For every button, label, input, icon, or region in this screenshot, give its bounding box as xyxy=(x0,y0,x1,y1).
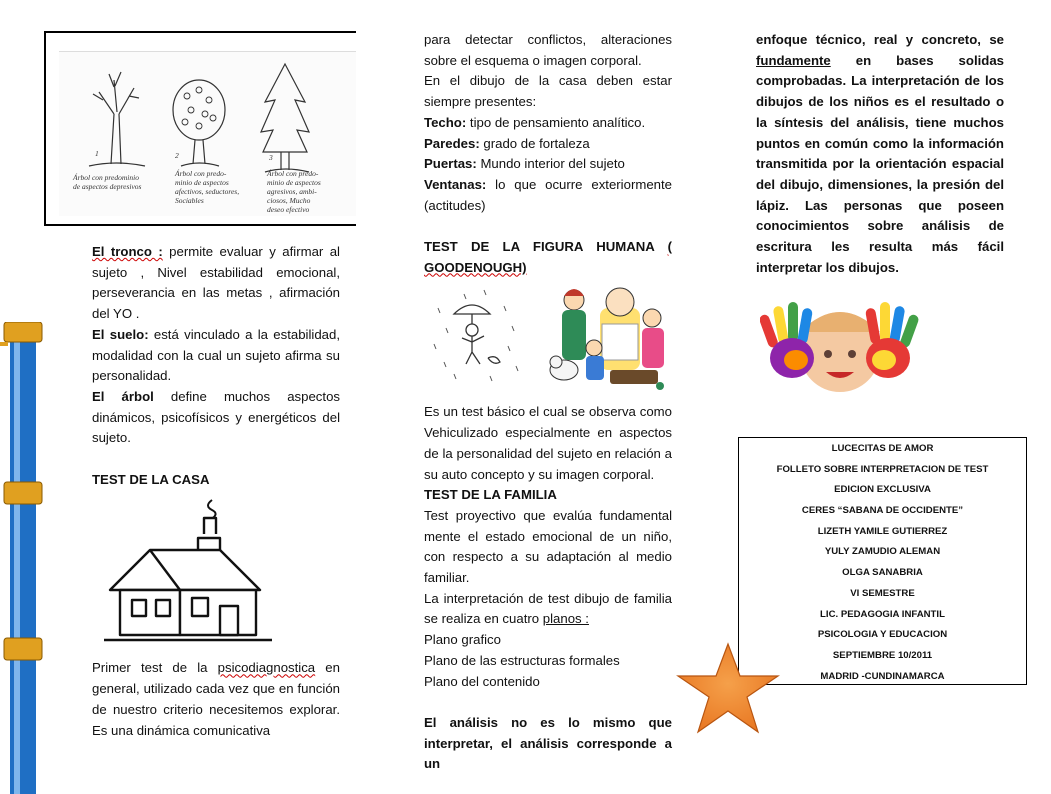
credit-line: PSICOLOGIA Y EDUCACION xyxy=(817,629,948,641)
familia-paragraph: Test proyectivo que evalúa fundamental mente el estado emocional de un niño, con respecto a su adaptación al medio familiar. xyxy=(424,507,672,586)
intro-paragraph: para detectar conflictos, alteraciones sobre el esquema o imagen corporal. xyxy=(424,32,672,68)
tree-caption-line: minio de aspectos xyxy=(175,178,229,187)
puertas-item xyxy=(424,154,672,175)
pipe-decoration xyxy=(0,322,46,794)
figures-drawing xyxy=(424,278,672,398)
tree-caption-line: minio de aspectos xyxy=(267,178,321,187)
credit-line: SEPTIEMBRE 10/2011 xyxy=(832,649,933,661)
credit-line: YULY ZAMUDIO ALEMAN xyxy=(824,546,941,558)
tree-sketches xyxy=(59,52,356,220)
credit-line: EDICION EXCLUSIVA xyxy=(834,484,931,496)
credit-line: VI SEMESTRE xyxy=(850,587,915,599)
credit-line: CERES “SABANA DE OCCIDENTE” xyxy=(801,505,964,517)
credit-line: FOLLETO SOBRE INTERPRETACION DE TEST xyxy=(776,463,989,475)
child-painted-hands-photo xyxy=(760,292,920,398)
paredes-item xyxy=(424,134,672,155)
tree-caption-line: afectivos, seductores, xyxy=(175,187,240,196)
figura-heading-b: ( GOODENOUGH) xyxy=(424,239,672,275)
arbol-paragraph xyxy=(92,387,340,449)
interp-text: La interpretación de test dibujo de familia se realiza en cuatro xyxy=(424,590,672,627)
tree-drawings-image xyxy=(44,31,356,226)
interpretation-paragraph xyxy=(756,30,1004,278)
arbol-label: El árbol xyxy=(92,388,154,404)
psicodiagnostica-link: psicodiagnostica xyxy=(217,660,316,676)
tree-caption-line: Árbol con predo- xyxy=(175,169,227,178)
interpretation-start: enfoque técnico, real y concreto, se xyxy=(756,32,1004,47)
figure-family-images xyxy=(424,278,672,402)
plano-item: Plano grafico xyxy=(424,632,501,648)
item-text: grado de fortaleza xyxy=(479,135,590,151)
suelo-label: El suelo: xyxy=(92,326,149,342)
credit-line: LIZETH YAMILE GUTIERREZ xyxy=(817,525,948,537)
tree-number: 1 xyxy=(95,149,99,158)
column-3 xyxy=(756,30,1004,278)
casa-text-end: en general, utilizado cada vez que en función de nuestro criterio necesitemos explorar. Es una dinámica comunicativa xyxy=(92,660,340,738)
item-text: tipo de pensamiento analítico. xyxy=(466,114,646,130)
tronco-text: permite evaluar y afirmar al sujeto , Nivel estabilidad emocional, perseverancia en las metas , afirmación del YO . xyxy=(92,244,340,322)
tree-caption-line: Árbol con predo- xyxy=(267,169,319,178)
credit-line: OLGA SANABRIA xyxy=(842,567,923,579)
casa-heading: TEST DE LA CASA xyxy=(92,471,210,487)
figura-heading-a: TEST DE LA FIGURA HUMANA xyxy=(424,239,668,255)
familia-heading: TEST DE LA FAMILIA xyxy=(424,487,557,503)
tree-caption-line: de aspectos depresivos xyxy=(73,182,142,191)
item-label: Techo: xyxy=(424,114,467,130)
credit-line: LUCECITAS DE AMOR xyxy=(831,443,934,454)
figura-heading xyxy=(424,237,672,278)
item-label: Puertas: xyxy=(424,156,477,172)
casa-text-start: Primer test de la xyxy=(92,660,218,676)
tree-caption-line: agresivos, ambi- xyxy=(267,187,317,196)
figura-paragraph: Es un test básico el cual se observa como Vehiculizado especialmente en aspectos de la personalidad del sujeto en relación a su auto concepto y su imagen corporal. xyxy=(424,404,672,482)
tree-caption-line: Árbol con predominio xyxy=(73,173,139,182)
suelo-text: está vinculado a la estabilidad, modalidad con la cual un sujeto afirma su personalidad. xyxy=(92,326,340,384)
plano-item: Plano de las estructuras formales xyxy=(424,652,620,668)
planos-link: planos : xyxy=(542,611,589,627)
fundamente-link: fundamente xyxy=(756,52,831,68)
star-icon xyxy=(676,642,780,734)
plano-item: Plano del contenido xyxy=(424,673,540,689)
tronco-label: El tronco : xyxy=(92,244,163,259)
interp-paragraph xyxy=(424,589,672,630)
analisis-paragraph: El análisis no es lo mismo que interpretar, el análisis corresponde a un xyxy=(424,714,672,772)
techo-item xyxy=(424,113,672,134)
interpretation-end: en bases solidas comprobadas. La interpretación de los dibujos de los niños es el resultado o la síntesis del análisis, tiene muchos puntos en común como la información transmitida por la orientación espacial del dibujo, dimensiones, la presión del lápiz. Las personas que poseen conocimientos sobre análisis de escritura les resulta más fácil interpretar los dibujos. xyxy=(756,52,1004,275)
credit-line: MADRID -CUNDINAMARCA xyxy=(820,670,945,682)
tronco-paragraph xyxy=(92,242,340,325)
casa-paragraph xyxy=(92,658,340,741)
tree-caption-line: Sociables xyxy=(175,196,204,205)
credit-line: LIC. PEDAGOGIA INFANTIL xyxy=(820,608,945,620)
arbol-text: define muchos aspectos dinámicos, psicofísicos y energéticos del sujeto. xyxy=(92,388,340,446)
tree-number: 3 xyxy=(269,153,273,162)
house-drawing xyxy=(100,490,280,650)
tree-number: 2 xyxy=(175,151,179,160)
item-label: Ventanas: xyxy=(424,176,487,192)
tree-caption-line: deseo efectivo xyxy=(267,205,310,214)
item-label: Paredes: xyxy=(424,135,480,151)
house-image xyxy=(92,490,340,658)
item-text: lo que ocurre exteriormente (actitudes) xyxy=(424,176,672,213)
ventanas-item xyxy=(424,175,672,216)
column-1 xyxy=(92,242,340,741)
tree-caption-line: ciosos, Mucho xyxy=(267,196,311,205)
credits-box xyxy=(738,437,1027,685)
item-text: Mundo interior del sujeto xyxy=(476,156,625,172)
casa-must-paragraph: En el dibujo de la casa deben estar siempre presentes: xyxy=(424,73,672,110)
column-2 xyxy=(424,30,672,775)
suelo-paragraph xyxy=(92,325,340,387)
